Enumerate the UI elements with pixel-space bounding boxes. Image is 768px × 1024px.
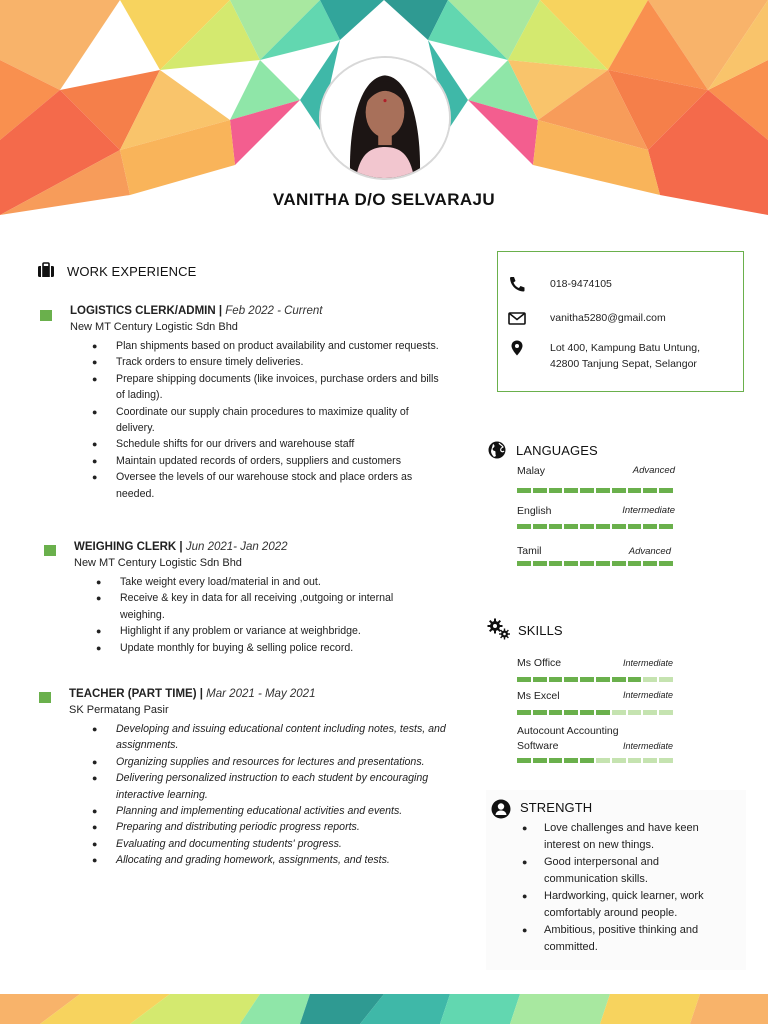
duty-item: ● Delivering personalized instruction to each student by encouraging interactive learning. (92, 772, 429, 801)
level-segment-filled (612, 677, 626, 682)
job-title-line (74, 541, 288, 553)
skill-level-bar (517, 677, 673, 682)
globe-icon (487, 440, 507, 460)
language-item (517, 544, 673, 576)
level-segment-filled (517, 710, 531, 715)
job-marker (44, 545, 56, 556)
job-company: New MT Century Logistic Sdn Bhd (70, 321, 238, 333)
duty-item: ● Oversee the levels of our warehouse stock and place orders as needed. (92, 471, 413, 500)
level-segment-filled (533, 488, 547, 493)
level-segment-filled (643, 488, 657, 493)
duty-item: ● Allocating and grading homework, assignments, and tests. (92, 854, 390, 867)
job-period: Jun 2021- Jan 2022 (185, 541, 288, 553)
level-segment-filled (533, 524, 547, 529)
duty-item: ● Coordinate our supply chain procedures to maximize quality of delivery. (92, 405, 409, 435)
level-segment-filled (628, 524, 642, 529)
duty-item: ● Developing and issuing educational content including notes, tests, and assignments. (92, 723, 446, 752)
strength-list (522, 820, 734, 956)
level-segment-filled (517, 524, 531, 529)
language-level: Advanced (632, 465, 675, 476)
profile-photo (319, 56, 451, 180)
level-segment-filled (659, 524, 673, 529)
languages-heading: LANGUAGES (516, 443, 598, 458)
level-segment-filled (564, 710, 578, 715)
level-segment-empty (628, 710, 642, 715)
level-segment-filled (580, 758, 594, 763)
level-segment-empty (659, 677, 673, 682)
skill-level-bar (517, 710, 673, 715)
strength-item: ● Love challenges and have keen interest on new things. (522, 822, 699, 851)
job-separator: | (215, 305, 226, 317)
level-segment-filled (580, 524, 594, 529)
job-title-line (70, 305, 322, 317)
level-segment-filled (564, 488, 578, 493)
language-item (517, 504, 673, 536)
level-segment-filled (612, 561, 626, 566)
duty-item: ● Update monthly for buying & selling police record. (96, 641, 354, 654)
level-segment-filled (596, 524, 610, 529)
level-segment-empty (596, 758, 610, 763)
duty-item: ● Evaluating and documenting students' progress. (92, 837, 342, 850)
level-segment-filled (549, 561, 563, 566)
duty-item: ● Plan shipments based on product availability and customer requests. (92, 340, 439, 352)
language-level-bar (517, 524, 673, 529)
job-separator: | (176, 541, 186, 553)
location-pin-icon (508, 340, 526, 356)
level-segment-filled (549, 758, 563, 763)
level-segment-filled (533, 677, 547, 682)
language-name: Malay (517, 465, 546, 477)
level-segment-filled (517, 561, 531, 566)
skill-level: Intermediate (622, 741, 673, 751)
skill-level: Intermediate (622, 690, 673, 700)
level-segment-filled (643, 561, 657, 566)
job-role: TEACHER (PART TIME) (69, 688, 197, 700)
level-segment-empty (643, 677, 657, 682)
level-segment-filled (549, 677, 563, 682)
job-company: New MT Century Logistic Sdn Bhd (74, 557, 242, 569)
duty-item: ● Planning and implementing educational activities and events. (92, 805, 403, 818)
level-segment-filled (596, 488, 610, 493)
level-segment-filled (612, 524, 626, 529)
level-segment-empty (659, 758, 673, 763)
level-segment-filled (580, 488, 594, 493)
language-name: Tamil (517, 545, 542, 557)
level-segment-empty (659, 710, 673, 715)
level-segment-filled (659, 488, 673, 493)
job-role: WEIGHING CLERK (74, 541, 177, 553)
contact-address (550, 340, 740, 372)
job-separator: | (196, 688, 207, 700)
level-segment-empty (612, 758, 626, 763)
job-duties-list (92, 721, 446, 869)
skill-name (517, 724, 619, 753)
job-role: LOGISTICS CLERK/ADMIN (70, 305, 216, 317)
level-segment-empty (643, 710, 657, 715)
profile-photo-illustration (321, 58, 449, 178)
skill-item (517, 690, 673, 720)
skill-level-bar (517, 758, 673, 763)
level-segment-filled (580, 710, 594, 715)
skill-name: Ms Excel (517, 690, 560, 702)
level-segment-filled (612, 488, 626, 493)
gears-icon (487, 618, 511, 640)
level-segment-empty (612, 710, 626, 715)
skill-name: Ms Office (517, 657, 562, 669)
job-duties-list (96, 574, 440, 656)
duty-item: ● Prepare shipping documents (like invoices, purchase orders and bills of lading). (92, 372, 439, 402)
level-segment-filled (596, 561, 610, 566)
duty-item: ● Organizing supplies and resources for lectures and presentations. (92, 755, 425, 768)
skills-heading: SKILLS (518, 623, 563, 638)
job-period: Feb 2022 - Current (225, 305, 323, 317)
level-segment-filled (564, 758, 578, 763)
level-segment-filled (533, 758, 547, 763)
briefcase-icon (37, 262, 55, 278)
phone-icon (508, 276, 526, 292)
job-duties-list (92, 338, 446, 502)
level-segment-filled (549, 524, 563, 529)
job-period: Mar 2021 - May 2021 (206, 688, 316, 700)
email-icon (508, 310, 526, 326)
level-segment-filled (580, 561, 594, 566)
footer-polygon-art (0, 994, 768, 1024)
level-segment-empty (643, 758, 657, 763)
job-title-line (69, 688, 315, 700)
level-segment-filled (643, 524, 657, 529)
contact-email[interactable]: vanitha5280@gmail.com (550, 312, 666, 324)
job-marker (40, 310, 52, 321)
level-segment-filled (564, 677, 578, 682)
level-segment-filled (564, 524, 578, 529)
level-segment-filled (517, 677, 531, 682)
contact-phone[interactable]: 018-9474105 (550, 278, 612, 290)
level-segment-filled (628, 677, 642, 682)
strength-item: ● Good interpersonal and communication skills. (522, 856, 659, 885)
duty-item: ● Receive & key in data for all receiving ,outgoing or internal weighing. (96, 592, 394, 621)
language-item (517, 464, 673, 496)
level-segment-filled (659, 561, 673, 566)
duty-item: ● Schedule shifts for our drivers and warehouse staff (92, 438, 355, 451)
language-name: English (517, 505, 552, 517)
strength-heading: STRENGTH (520, 800, 593, 815)
level-segment-filled (596, 677, 610, 682)
job-company: SK Permatang Pasir (69, 704, 169, 716)
skill-name-line1: Autocount Accounting (517, 725, 619, 737)
skill-item (517, 724, 673, 768)
level-segment-filled (549, 488, 563, 493)
duty-item: ● Preparing and distributing periodic progress reports. (92, 821, 360, 834)
level-segment-filled (517, 758, 531, 763)
level-segment-empty (628, 758, 642, 763)
level-segment-filled (533, 710, 547, 715)
work-experience-heading: WORK EXPERIENCE (67, 264, 197, 279)
level-segment-filled (533, 561, 547, 566)
user-circle-icon (491, 799, 511, 819)
level-segment-filled (517, 488, 531, 493)
skill-level: Intermediate (622, 658, 673, 668)
language-level: Intermediate (622, 505, 675, 516)
duty-item: ● Track orders to ensure timely deliveries. (92, 356, 304, 369)
strength-item: ● Ambitious, positive thinking and committed. (522, 924, 699, 953)
level-segment-filled (580, 677, 594, 682)
level-segment-filled (549, 710, 563, 715)
candidate-name: VANITHA D/O SELVARAJU (272, 190, 496, 209)
language-level-bar (517, 488, 673, 493)
duty-item: ● Highlight if any problem or variance at weighbridge. (96, 625, 361, 638)
skill-item (517, 657, 673, 687)
duty-item: ● Take weight every load/material in and out. (96, 576, 321, 588)
strength-item: ● Hardworking, quick learner, work comfortably around people. (522, 890, 704, 919)
duty-item: ● Maintain updated records of orders, suppliers and customers (92, 454, 402, 467)
level-segment-filled (564, 561, 578, 566)
level-segment-filled (596, 710, 610, 715)
language-level: Advanced (628, 546, 671, 557)
contact-address-line1: Lot 400, Kampung Batu Untung, (550, 342, 701, 354)
level-segment-filled (628, 488, 642, 493)
strength-box (486, 790, 746, 970)
skill-name-line2: Software (517, 739, 559, 752)
contact-box (497, 251, 744, 392)
job-marker (39, 692, 51, 703)
level-segment-filled (628, 561, 642, 566)
language-level-bar (517, 561, 673, 566)
contact-address-line2: 42800 Tanjung Sepat, Selangor (550, 358, 697, 370)
